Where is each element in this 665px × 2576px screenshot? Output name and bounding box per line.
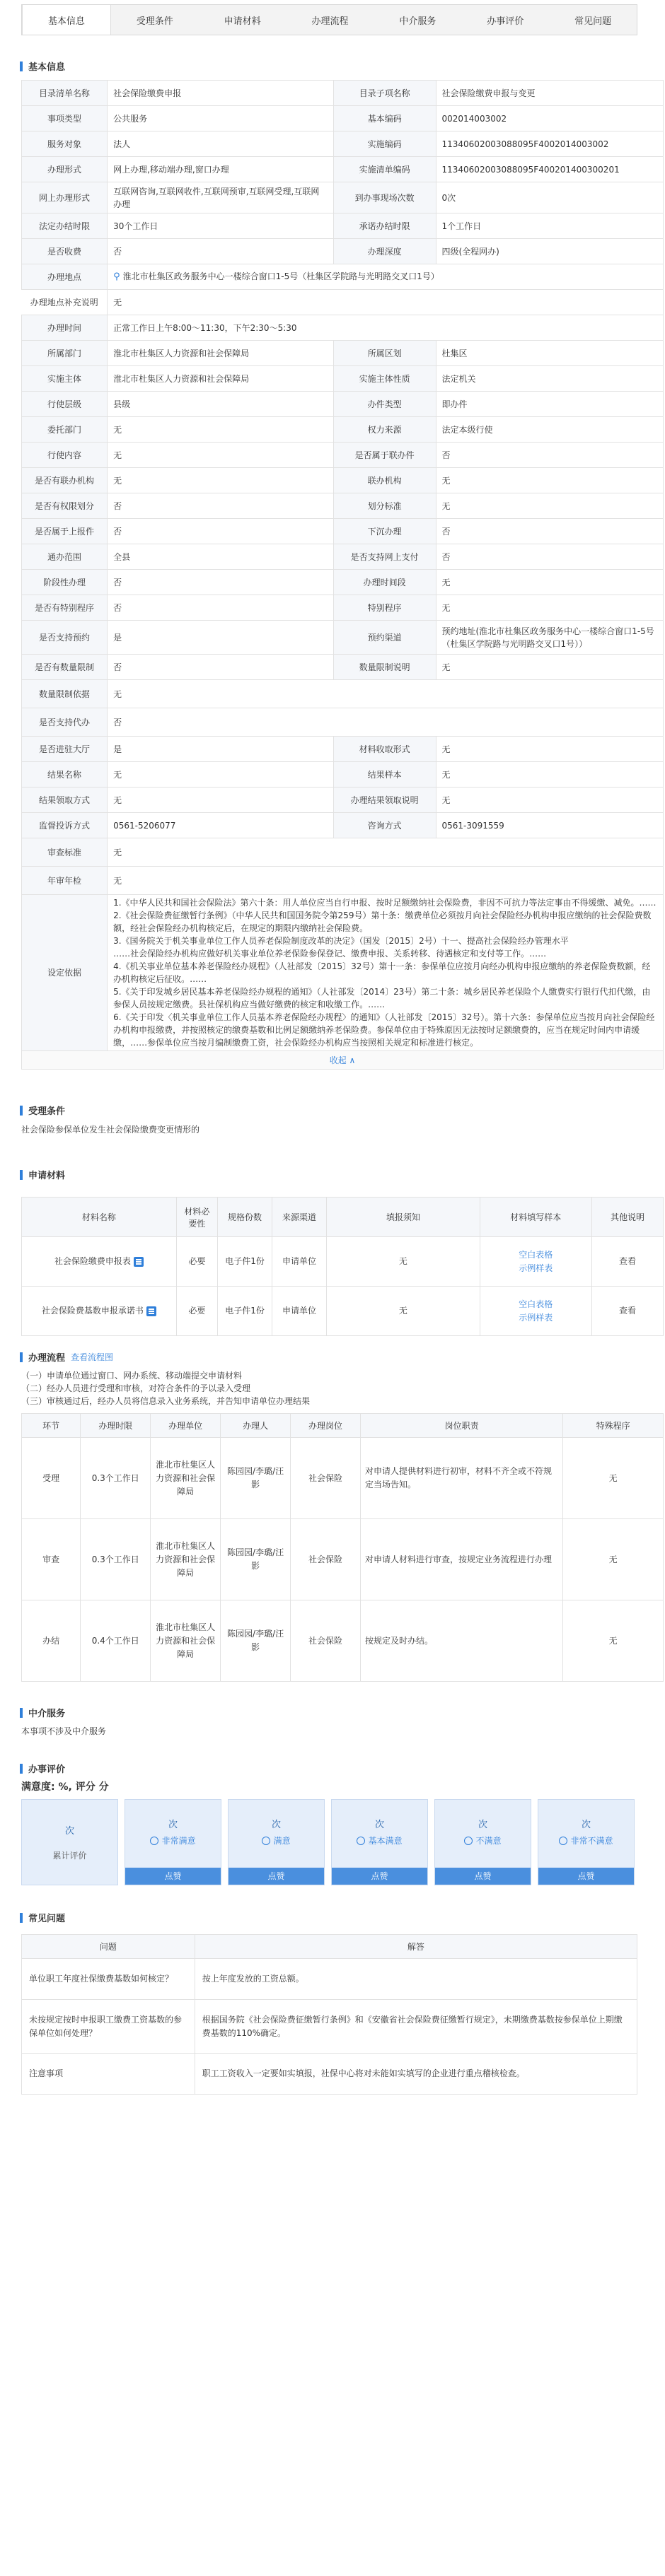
info-label: 是否支持预约 [22,621,108,655]
info-row [22,867,664,895]
view-link[interactable]: 查看 [591,1237,663,1287]
process-special: 无 [563,1438,664,1519]
info-value: 无 [436,595,664,621]
basis-item: 3.《国务院关于机关事业单位工作人员养老保险制度改革的决定》（国发〔2015〕2号）十一、提高社会保险经办管理水平 [113,936,569,946]
faq-question: 注意事项 [22,2054,195,2095]
info-label: 办件类型 [333,392,436,417]
info-value: 法定本级行使 [436,417,664,443]
info-value: 1个工作日 [436,213,664,239]
info-row [22,157,664,182]
info-row [22,621,664,655]
info-row [22,519,664,544]
faq-table [21,1934,637,2095]
tab-0[interactable]: 基本信息 [22,5,111,35]
info-label: 法定办结时限 [22,213,108,239]
info-value: 0561-5206077 [108,813,334,838]
info-label: 实施主体 [22,366,108,392]
address-text: 淮北市杜集区政务服务中心一楼综合窗口1-5号（杜集区学院路与光明路交叉口1号） [122,271,439,281]
section-title-evaluation: 办事评价 [20,1762,664,1775]
info-row [22,762,664,788]
process-special: 无 [563,1600,664,1682]
info-label: 目录子项名称 [333,81,436,106]
eval-item [331,1799,428,1885]
materials-table [21,1197,664,1336]
tab-3[interactable]: 办理流程 [311,16,349,27]
info-label: 是否支持代办 [22,708,108,737]
process-person: 陈园园/李璐/汪影 [221,1519,291,1600]
info-label: 数量限制说明 [333,655,436,680]
info-value: 无 [436,737,664,762]
tab-5[interactable]: 办事评价 [487,16,524,27]
info-value: 即办件 [436,392,664,417]
document-icon[interactable] [134,1257,144,1267]
section-title-faq: 常见问题 [20,1911,664,1924]
faq-header [22,1935,637,1959]
material-spec: 电子件1份 [217,1237,272,1287]
info-value: 无 [436,468,664,493]
info-row [22,182,664,213]
process-time: 0.3个工作日 [81,1519,151,1600]
sample-form-link[interactable]: 示例样表 [519,1263,553,1273]
info-value: 四级(全程网办) [436,239,664,264]
info-label: 审查标准 [22,838,108,867]
condition-text: 社会保险参保单位发生社会保险缴费变更情形的 [21,1125,200,1135]
info-value: 无 [436,493,664,519]
eval-count: 次 [374,1820,384,1830]
process-unit: 淮北市杜集区人力资源和社会保障局 [151,1600,221,1682]
info-value: 正常工作日上午8:00～11:30，下午2:30～5:30 [108,315,664,341]
info-value: 0561-3091559 [436,813,664,838]
address-value [108,264,664,290]
info-row [22,213,664,239]
process-step: 受理 [22,1438,81,1519]
info-label: 特别程序 [333,595,436,621]
eval-count: 次 [581,1820,591,1830]
info-row [22,106,664,131]
eval-item [434,1799,531,1885]
info-row [22,708,664,737]
eval-count: 次 [271,1820,281,1830]
info-label: 是否进驻大厅 [22,737,108,762]
info-label: 材料收取形式 [333,737,436,762]
info-row [22,264,664,290]
process-person: 陈园园/李璐/汪影 [221,1600,291,1682]
eval-label-wrap [262,1834,290,1846]
process-header [22,1414,664,1438]
faq-row [22,1959,637,2000]
evaluation-panel [21,1799,637,1885]
faq-answer: 按上年度发放的工资总额。 [195,1959,637,2000]
process-step: 审查 [22,1519,81,1600]
eval-item [538,1799,635,1885]
eval-count: 次 [168,1820,178,1830]
info-value: 无 [108,468,334,493]
process-person: 陈园园/李璐/汪影 [221,1438,291,1519]
face-icon [262,1837,270,1845]
material-sample-cell [480,1287,591,1336]
info-label: 承诺办结时限 [333,213,436,239]
process-diagram-link[interactable]: 查看流程图 [71,1352,114,1362]
process-unit: 淮北市杜集区人力资源和社会保障局 [151,1438,221,1519]
info-value: 无 [436,655,664,680]
info-label: 目录清单名称 [22,81,108,106]
like-button[interactable]: 点赞 [538,1868,634,1885]
info-value: 无 [108,417,334,443]
section-title-basic: 基本信息 [20,59,664,73]
info-label: 办理地点补充说明 [22,290,108,315]
process-duty: 按规定及时办结。 [360,1600,562,1682]
info-value: 互联网咨询,互联网收件,互联网预审,互联网受理,互联网办理 [108,182,334,213]
info-value: 否 [108,708,664,737]
info-row [22,544,664,570]
like-button[interactable]: 点赞 [332,1868,427,1885]
process-col-header: 办理岗位 [291,1414,361,1438]
info-label: 是否有权限划分 [22,493,108,519]
info-label: 是否属于联办件 [333,443,436,468]
faq-row [22,2054,637,2095]
face-icon [559,1837,567,1845]
info-value: 无 [108,788,334,813]
tab-2[interactable]: 申请材料 [224,16,261,27]
info-value: 0次 [436,182,664,213]
info-label: 实施主体性质 [333,366,436,392]
info-label: 划分标准 [333,493,436,519]
satisfaction-text: 满意度: %, 评分 分 [21,1781,109,1793]
material-note: 无 [327,1287,480,1336]
info-row [22,315,664,341]
basis-item: 4.《机关事业单位基本养老保险经办规程》（人社部发〔2015〕32号）第十一条：参保单位应按月向经办机构申报应缴纳的养老保险费数额，经办机构核定后征收。…… [113,961,651,984]
like-button[interactable]: 点赞 [125,1868,221,1885]
process-col-header: 办理时限 [81,1414,151,1438]
info-value: 全县 [108,544,334,570]
info-label: 所属部门 [22,341,108,366]
info-label: 办理时间段 [333,570,436,595]
info-label: 所属区划 [333,341,436,366]
eval-item [125,1799,221,1885]
process-row [22,1600,664,1682]
location-pin-icon: ⚲ [113,271,120,282]
process-post: 社会保险 [291,1600,361,1682]
info-label: 实施编码 [333,131,436,157]
material-need: 必要 [176,1287,217,1336]
info-label: 到办事现场次数 [333,182,436,213]
info-value: 无 [436,762,664,788]
info-label: 结果领取方式 [22,788,108,813]
basis-item: 1.《中华人民共和国社会保险法》第六十条：用人单位应当自行申报、按时足额缴纳社会保险费，非因不可抗力等法定事由不得缓缴、减免。…… [113,898,657,908]
basis-value [108,895,664,1051]
info-label: 预约渠道 [333,621,436,655]
info-label: 是否支持网上支付 [333,544,436,570]
eval-label-wrap [559,1834,613,1846]
faq-answer: 职工工资收入一定要如实填报，社保中心将对未能如实填写的企业进行重点稽核检查。 [195,2054,637,2095]
info-label: 是否有数量限制 [22,655,108,680]
info-row [22,737,664,762]
tab-1[interactable]: 受理条件 [136,16,173,27]
info-value: 否 [108,570,334,595]
info-value: 无 [108,838,664,867]
info-value: 无 [436,788,664,813]
info-value: 无 [108,762,334,788]
basis-item: ……社会保险经办机构应做好机关事业单位养老保险参保登记、缴费申报、关系转移、待遇核定和支付等工作。…… [113,949,547,959]
section-title-materials: 申请材料 [20,1168,664,1181]
sample-form-link[interactable]: 示例样表 [519,1312,553,1323]
tab-bar [21,4,637,35]
process-steps [21,1369,664,1407]
document-icon[interactable] [146,1306,156,1316]
process-post: 社会保险 [291,1519,361,1600]
info-row [22,813,664,838]
face-icon [357,1837,365,1845]
eval-total [21,1799,118,1885]
like-button[interactable]: 点赞 [229,1868,324,1885]
info-row [22,341,664,366]
material-src: 申请单位 [272,1287,327,1336]
info-value: 社会保险缴费申报与变更 [436,81,664,106]
info-value: 杜集区 [436,341,664,366]
process-post: 社会保险 [291,1438,361,1519]
info-label: 监督投诉方式 [22,813,108,838]
info-value: 30个工作日 [108,213,334,239]
faq-col-header: 解答 [195,1935,637,1959]
info-label: 联办机构 [333,468,436,493]
info-row [22,290,664,315]
info-row [22,838,664,867]
materials-col-header: 填报须知 [327,1198,480,1237]
blank-form-link[interactable]: 空白表格 [519,1249,553,1260]
info-value: 预约地址(淮北市杜集区政务服务中心一楼综合窗口1-5号（杜集区学院路与光明路交叉口1号）） [436,621,664,655]
faq-question: 单位职工年度社保缴费基数如何核定？ [22,1959,195,2000]
info-label: 是否有特别程序 [22,595,108,621]
info-label: 办理深度 [333,239,436,264]
info-value: 公共服务 [108,106,334,131]
info-value: 否 [108,239,334,264]
info-row [22,788,664,813]
info-row [22,366,664,392]
eval-label: 非常不满意 [570,1836,613,1846]
eval-total-label: 累计评价 [52,1851,87,1861]
material-name-cell [22,1287,177,1336]
basis-item: 6.《关于印发〈机关事业单位工作人员基本养老保险经办规程〉的通知》（人社部发〔2015〕32号）。第十六条：参保单位应当按月向社会保险经办机构申报缴费，并按照核定的缴费基数和比例足额缴纳养老保险费。参保单位由于特殊原因无法按时足额缴费的，应当在规定时间内申请缓缴，……参保单位应当按月编制缴费工资，社会保险经办机构应当按照相关规定和标准进行核定。 [113,1012,655,1048]
info-value: 社会保险缴费申报 [108,81,334,106]
info-row [22,595,664,621]
info-label: 行使层级 [22,392,108,417]
info-row [22,239,664,264]
info-label: 是否收费 [22,239,108,264]
info-value: 002014003002 [436,106,664,131]
process-unit: 淮北市杜集区人力资源和社会保障局 [151,1519,221,1600]
info-row [22,417,664,443]
info-label: 行使内容 [22,443,108,468]
info-value: 否 [436,443,664,468]
eval-label: 不满意 [475,1836,502,1846]
faq-row [22,2000,637,2054]
info-value: 11340602003088095F400201400300201 [436,157,664,182]
eval-label: 满意 [273,1836,291,1846]
faq-answer: 根据国务院《社会保险费征缴暂行条例》和《安徽省社会保险费征缴暂行规定》，未期缴费基数按参保单位上期缴费基数的110%确定。 [195,2000,637,2054]
info-label: 办理结果领取说明 [333,788,436,813]
info-value: 法人 [108,131,334,157]
material-name: 社会保险费基数申报承诺书 [41,1306,144,1316]
materials-col-header: 其他说明 [591,1198,663,1237]
materials-col-header: 材料必要性 [176,1198,217,1237]
info-label: 结果样本 [333,762,436,788]
info-value: 是 [108,621,334,655]
info-label: 基本编码 [333,106,436,131]
material-spec: 电子件1份 [217,1287,272,1336]
eval-label: 非常满意 [161,1836,196,1846]
info-label: 咨询方式 [333,813,436,838]
info-label: 服务对象 [22,131,108,157]
section-title-condition: 受理条件 [20,1103,664,1117]
process-col-header: 特殊程序 [563,1414,664,1438]
info-value: 无 [108,290,664,315]
info-value: 无 [108,680,664,708]
info-label: 网上办理形式 [22,182,108,213]
blank-form-link[interactable]: 空白表格 [519,1299,553,1309]
process-time: 0.4个工作日 [81,1600,151,1682]
info-label: 权力来源 [333,417,436,443]
info-label: 办理时间 [22,315,108,341]
info-label: 是否属于上报件 [22,519,108,544]
info-value: 否 [108,595,334,621]
eval-count: 次 [478,1820,487,1830]
process-step-text: （二）经办人员进行受理和审核，对符合条件的予以录入受理 [21,1383,251,1393]
faq-col-header: 问题 [22,1935,195,1959]
info-row [22,443,664,468]
basis-item: 2.《社会保险费征缴暂行条例》（中华人民共和国国务院令第259号）第十条：缴费单位必须按月向社会保险经办机构申报应缴纳的社会保险费数额，经社会保险经办机构核定后，在规定的期限内缴纳社会保险费。 [113,911,652,933]
view-link[interactable]: 查看 [591,1287,663,1336]
info-label: 年审年检 [22,867,108,895]
info-row [22,392,664,417]
info-label: 是否有联办机构 [22,468,108,493]
info-value: 网上办理,移动端办理,窗口办理 [108,157,334,182]
tab-4[interactable]: 中介服务 [399,16,436,27]
info-value: 县级 [108,392,334,417]
info-label: 通办范围 [22,544,108,570]
process-step-text: （一）申请单位通过窗口、网办系统、移动端提交申请材料 [21,1371,243,1381]
material-need: 必要 [176,1237,217,1287]
materials-col-header: 材料填写样本 [480,1198,591,1237]
info-value: 淮北市杜集区人力资源和社会保障局 [108,341,334,366]
info-row [22,493,664,519]
info-row [22,895,664,1051]
material-name: 社会保险缴费申报表 [54,1256,131,1266]
info-value: 否 [108,493,334,519]
process-row [22,1519,664,1600]
info-value: 无 [108,867,664,895]
process-special: 无 [563,1519,664,1600]
info-label: 事项类型 [22,106,108,131]
info-value: 否 [436,544,664,570]
process-step-text: （三）审核通过后，经办人员将信息录入业务系统，并告知申请单位办理结果 [21,1396,311,1406]
info-row [22,81,664,106]
info-label: 设定依据 [22,895,108,1051]
info-value: 否 [108,655,334,680]
eval-label: 基本满意 [368,1836,403,1846]
process-col-header: 环节 [22,1414,81,1438]
process-col-header: 办理单位 [151,1414,221,1438]
face-icon [464,1837,473,1845]
materials-col-header: 材料名称 [22,1198,177,1237]
like-button[interactable]: 点赞 [435,1868,531,1885]
eval-item [228,1799,325,1885]
process-duty: 对申请人材料进行审查，按规定业务流程进行办理 [360,1519,562,1600]
info-value: 无 [436,570,664,595]
process-table [21,1413,664,1682]
collapse-button[interactable]: 收起 ∧ [21,1051,664,1070]
material-name-cell [22,1237,177,1287]
info-label: 阶段性办理 [22,570,108,595]
faq-question: 未按规定按时申报职工缴费工资基数的参保单位如何处理？ [22,2000,195,2054]
info-label: 下沉办理 [333,519,436,544]
info-label: 实施清单编码 [333,157,436,182]
info-value: 否 [108,519,334,544]
agency-text: 本事项不涉及中介服务 [21,1726,107,1736]
section-title-process: 办理流程 查看流程图 [20,1350,664,1364]
basis-item: 5.《关于印发城乡居民基本养老保险经办规程的通知》（人社部发〔2014〕23号）第二十条：城乡居民养老保险个人缴费实行银行代扣代缴，由参保人员按规定缴费。县社保机构应当做好缴费的核定和收缴工作。…… [113,987,651,1009]
info-value: 是 [108,737,334,762]
info-label: 办理地点 [22,264,108,290]
materials-row [22,1287,664,1336]
materials-col-header: 来源渠道 [272,1198,327,1237]
process-step: 办结 [22,1600,81,1682]
info-row [22,655,664,680]
section-title-agency: 中介服务 [20,1706,664,1719]
info-label: 结果名称 [22,762,108,788]
material-note: 无 [327,1237,480,1287]
info-value: 否 [436,519,664,544]
info-value: 无 [108,443,334,468]
eval-label-wrap [150,1834,195,1846]
process-col-header: 办理人 [221,1414,291,1438]
materials-row [22,1237,664,1287]
materials-col-header: 规格份数 [217,1198,272,1237]
material-src: 申请单位 [272,1237,327,1287]
materials-header [22,1198,664,1237]
info-label: 数量限制依据 [22,680,108,708]
eval-label-wrap [357,1834,402,1846]
info-row [22,680,664,708]
info-row [22,468,664,493]
info-value: 法定机关 [436,366,664,392]
info-label: 委托部门 [22,417,108,443]
info-value: 11340602003088095F4002014003002 [436,131,664,157]
tab-6[interactable]: 常见问题 [574,16,612,27]
process-time: 0.3个工作日 [81,1438,151,1519]
material-sample-cell [480,1237,591,1287]
face-icon [150,1837,158,1845]
info-label: 办理形式 [22,157,108,182]
eval-total-count: 次 [64,1826,74,1837]
info-value: 淮北市杜集区人力资源和社会保障局 [108,366,334,392]
eval-label-wrap [464,1834,501,1846]
process-duty: 对申请人提供材料进行初审，材料不齐全或不符规定当场告知。 [360,1438,562,1519]
process-col-header: 岗位职责 [360,1414,562,1438]
process-row [22,1438,664,1519]
basic-info-table [21,80,664,1051]
info-row [22,570,664,595]
info-row [22,131,664,157]
